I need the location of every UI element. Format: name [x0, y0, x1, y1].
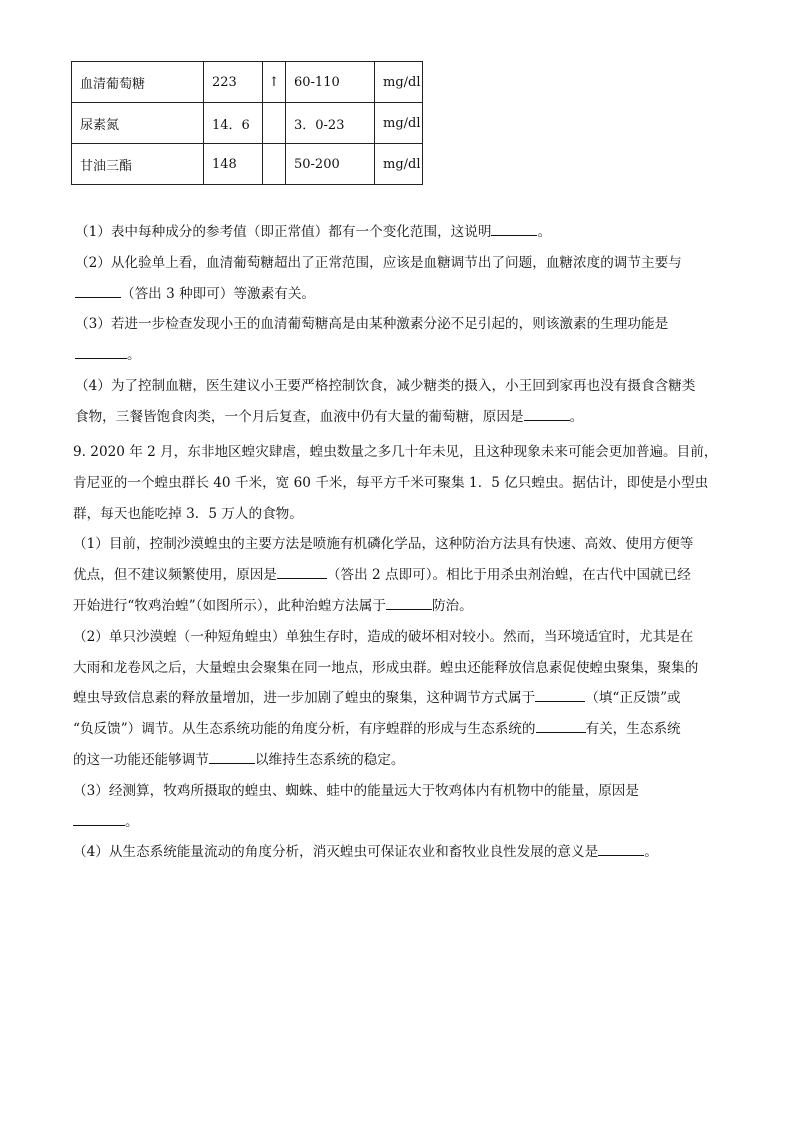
table-row: [72, 103, 423, 144]
item-unit: mg/dl: [375, 62, 423, 103]
table-row: [72, 62, 423, 103]
q9-sub2-cont: 大雨和龙卷风之后，大量蝗虫会聚集在同一地点，形成虫群。蝗虫还能释放信息素促使蝗虫聚集，聚集的: [73, 659, 699, 676]
q8-part1: （1）表中每种成分的参考值（即正常值）都有一个变化范围，这说明 。: [75, 217, 715, 248]
q9-sub1: （1）目前，控制沙漠蝗虫的主要方法是喷施有机磷化学品，这种防治方法具有快速、高效、使用方便等: [73, 536, 694, 553]
q9-sub2-cont: “负反馈”）调节。从生态系统功能的角度分析，有序蝗群的形成与生态系统的 有关，生态系统: [73, 714, 713, 745]
q9-intro: 群，每天也能吃掉 3．5 万人的食物。: [73, 505, 303, 522]
answer-blank[interactable]: [386, 595, 432, 610]
answer-blank[interactable]: [535, 687, 585, 702]
q9-sub3-cont: 。: [73, 807, 713, 838]
item-flag: [263, 103, 286, 144]
q9-intro: 9. 2020 年 2 月，东非地区蝗灾肆虐，蝗虫数量之多几十年未见，且这种现象未来可能会更加普遍。目前，: [73, 444, 718, 460]
answer-blank[interactable]: [75, 344, 127, 359]
answer-blank[interactable]: [277, 564, 327, 579]
item-unit: mg/dl: [375, 144, 423, 185]
item-range: 3．0-23: [286, 103, 375, 144]
q9-intro: 肯尼亚的一个蝗虫群长 40 千米，宽 60 千米，每平方千米可聚集 1．5 亿只蝗虫。据估计，即使是小型虫: [73, 474, 709, 491]
answer-blank[interactable]: [73, 811, 125, 826]
answer-blank[interactable]: [598, 841, 644, 856]
q8-part4: （4）为了控制血糖，医生建议小王要严格控制饮食，减少糖类的摄入，小王回到家再也没有摄食含糖类: [75, 377, 696, 394]
q8-part4-cont: 食物，三餐皆饱食肉类，一个月后复查，血液中仍有大量的葡萄糖，原因是 。: [75, 402, 715, 433]
question-9: [73, 437, 718, 868]
q8-part2: （2）从化验单上看，血清葡萄糖超出了正常范围，应该是血糖调节出了问题，血糖浓度的调节主要与: [75, 254, 682, 271]
item-name: 甘油三酯: [72, 144, 204, 185]
table-row: [72, 144, 423, 185]
item-name: 血清葡萄糖: [72, 62, 204, 103]
q8-part3-cont: 。: [75, 340, 715, 371]
q9-sub1-cont: 开始进行“牧鸡治蝗”（如图所示），此种治蝗方法属于 防治。: [73, 591, 713, 622]
q9-sub2-cont: 的这一功能还能够调节 以维持生态系统的稳定。: [73, 745, 713, 776]
lab-results-table: [71, 61, 423, 185]
item-flag: ↑: [263, 62, 286, 103]
answer-blank[interactable]: [524, 406, 570, 421]
item-value: 223: [204, 62, 263, 103]
item-flag: [263, 144, 286, 185]
q9-sub4: （4）从生态系统能量流动的角度分析，消灭蝗虫可保证农业和畜牧业良性发展的意义是 。: [73, 837, 713, 868]
item-unit: mg/dl: [375, 103, 423, 144]
q9-sub3: （3）经测算，牧鸡所摄取的蝗虫、蜘蛛、蛙中的能量远大于牧鸡体内有机物中的能量，原因是: [73, 782, 639, 799]
answer-blank[interactable]: [209, 749, 255, 764]
question-8-subparts: [75, 217, 715, 433]
q8-part3: （3）若进一步检查发现小王的血清葡萄糖高是由某种激素分泌不足引起的，则该激素的生理功能是: [75, 316, 669, 333]
item-value: 14．6: [204, 103, 263, 144]
q9-sub2: （2）单只沙漠蝗（一种短角蝗虫）单独生存时，造成的破坏相对较小。然而，当环境适宜时，尤其是在: [73, 628, 694, 645]
answer-blank[interactable]: [536, 718, 586, 733]
item-value: 148: [204, 144, 263, 185]
q8-part2-cont: （答出 3 种即可）等激素有关。: [75, 279, 715, 310]
answer-blank[interactable]: [491, 221, 537, 236]
answer-blank[interactable]: [75, 283, 121, 298]
item-range: 50-200: [286, 144, 375, 185]
item-range: 60-110: [286, 62, 375, 103]
item-name: 尿素氮: [72, 103, 204, 144]
q9-sub1-cont: 优点，但不建议频繁使用，原因是 （答出 2 点即可）。相比于用杀虫剂治蝗，在古代中国就已经: [73, 560, 713, 591]
q9-sub2-cont: 蝗虫导致信息素的释放量增加，进一步加剧了蝗虫的聚集，这种调节方式属于 （填“正反馈”或: [73, 683, 713, 714]
